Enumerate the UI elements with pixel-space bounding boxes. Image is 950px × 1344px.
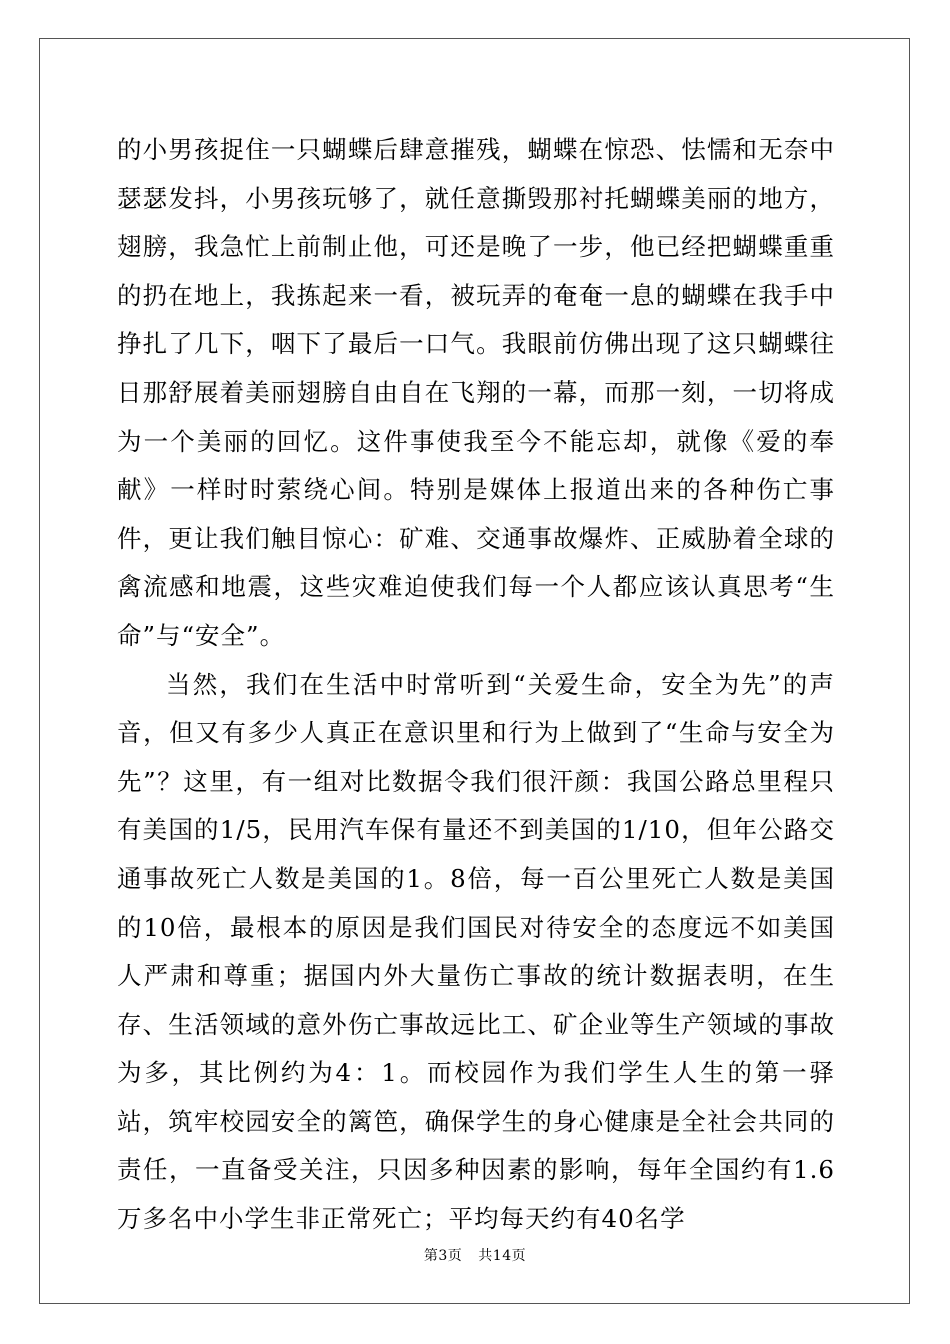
document-body [117, 126, 835, 1244]
page-footer [0, 1246, 950, 1266]
page-total: 共14页 [478, 1248, 527, 1264]
page-number: 第3页 [423, 1248, 463, 1264]
paragraph-1: 的小男孩捉住一只蝴蝶后肆意摧残，蝴蝶在惊恐、怯懦和无奈中瑟瑟发抖，小男孩玩够了，就任意撕毁那衬托蝴蝶美丽的地方，翅膀，我急忙上前制止他，可还是晚了一步，他已经把蝴蝶重重的扔在地上，我拣起来一看，被玩弄的奄奄一息的蝴蝶在我手中挣扎了几下，咽下了最后一口气。我眼前仿佛出现了这只蝴蝶往日那舒展着美丽翅膀自由自在飞翔的一幕，而那一刻，一切将成为一个美丽的回忆。这件事使我至今不能忘却，就像《爱的奉献》一样时时萦绕心间。特别是媒体上报道出来的各种伤亡事件，更让我们触目惊心：矿难、交通事故爆炸、正威胁着全球的禽流感和地震，这些灾难迫使我们每一个人都应该认真思考“生命”与“安全”。 [117, 135, 835, 650]
paragraph-2: 当然，我们在生活中时常听到“关爱生命，安全为先”的声音，但又有多少人真正在意识里和行为上做到了“生命与安全为先”？这里，有一组对比数据令我们很汗颜：我国公路总里程只有美国的1/5，民用汽车保有量还不到美国的1/10，但年公路交通事故死亡人数是美国的1。8倍，每一百公里死亡人数是美国的10倍，最根本的原因是我们国民对待安全的态度远不如美国人严肃和尊重；据国内外大量伤亡事故的统计数据表明，在生存、生活领域的意外伤亡事故远比工、矿企业等生产领域的事故为多，其比例约为4：1。而校园作为我们学生人生的第一驿站，筑牢校园安全的篱笆，确保学生的身心健康是全社会共同的责任，一直备受关注，只因多种因素的影响，每年全国约有1.6万多名中小学生非正常死亡；平均每天约有40名学 [117, 669, 835, 1234]
